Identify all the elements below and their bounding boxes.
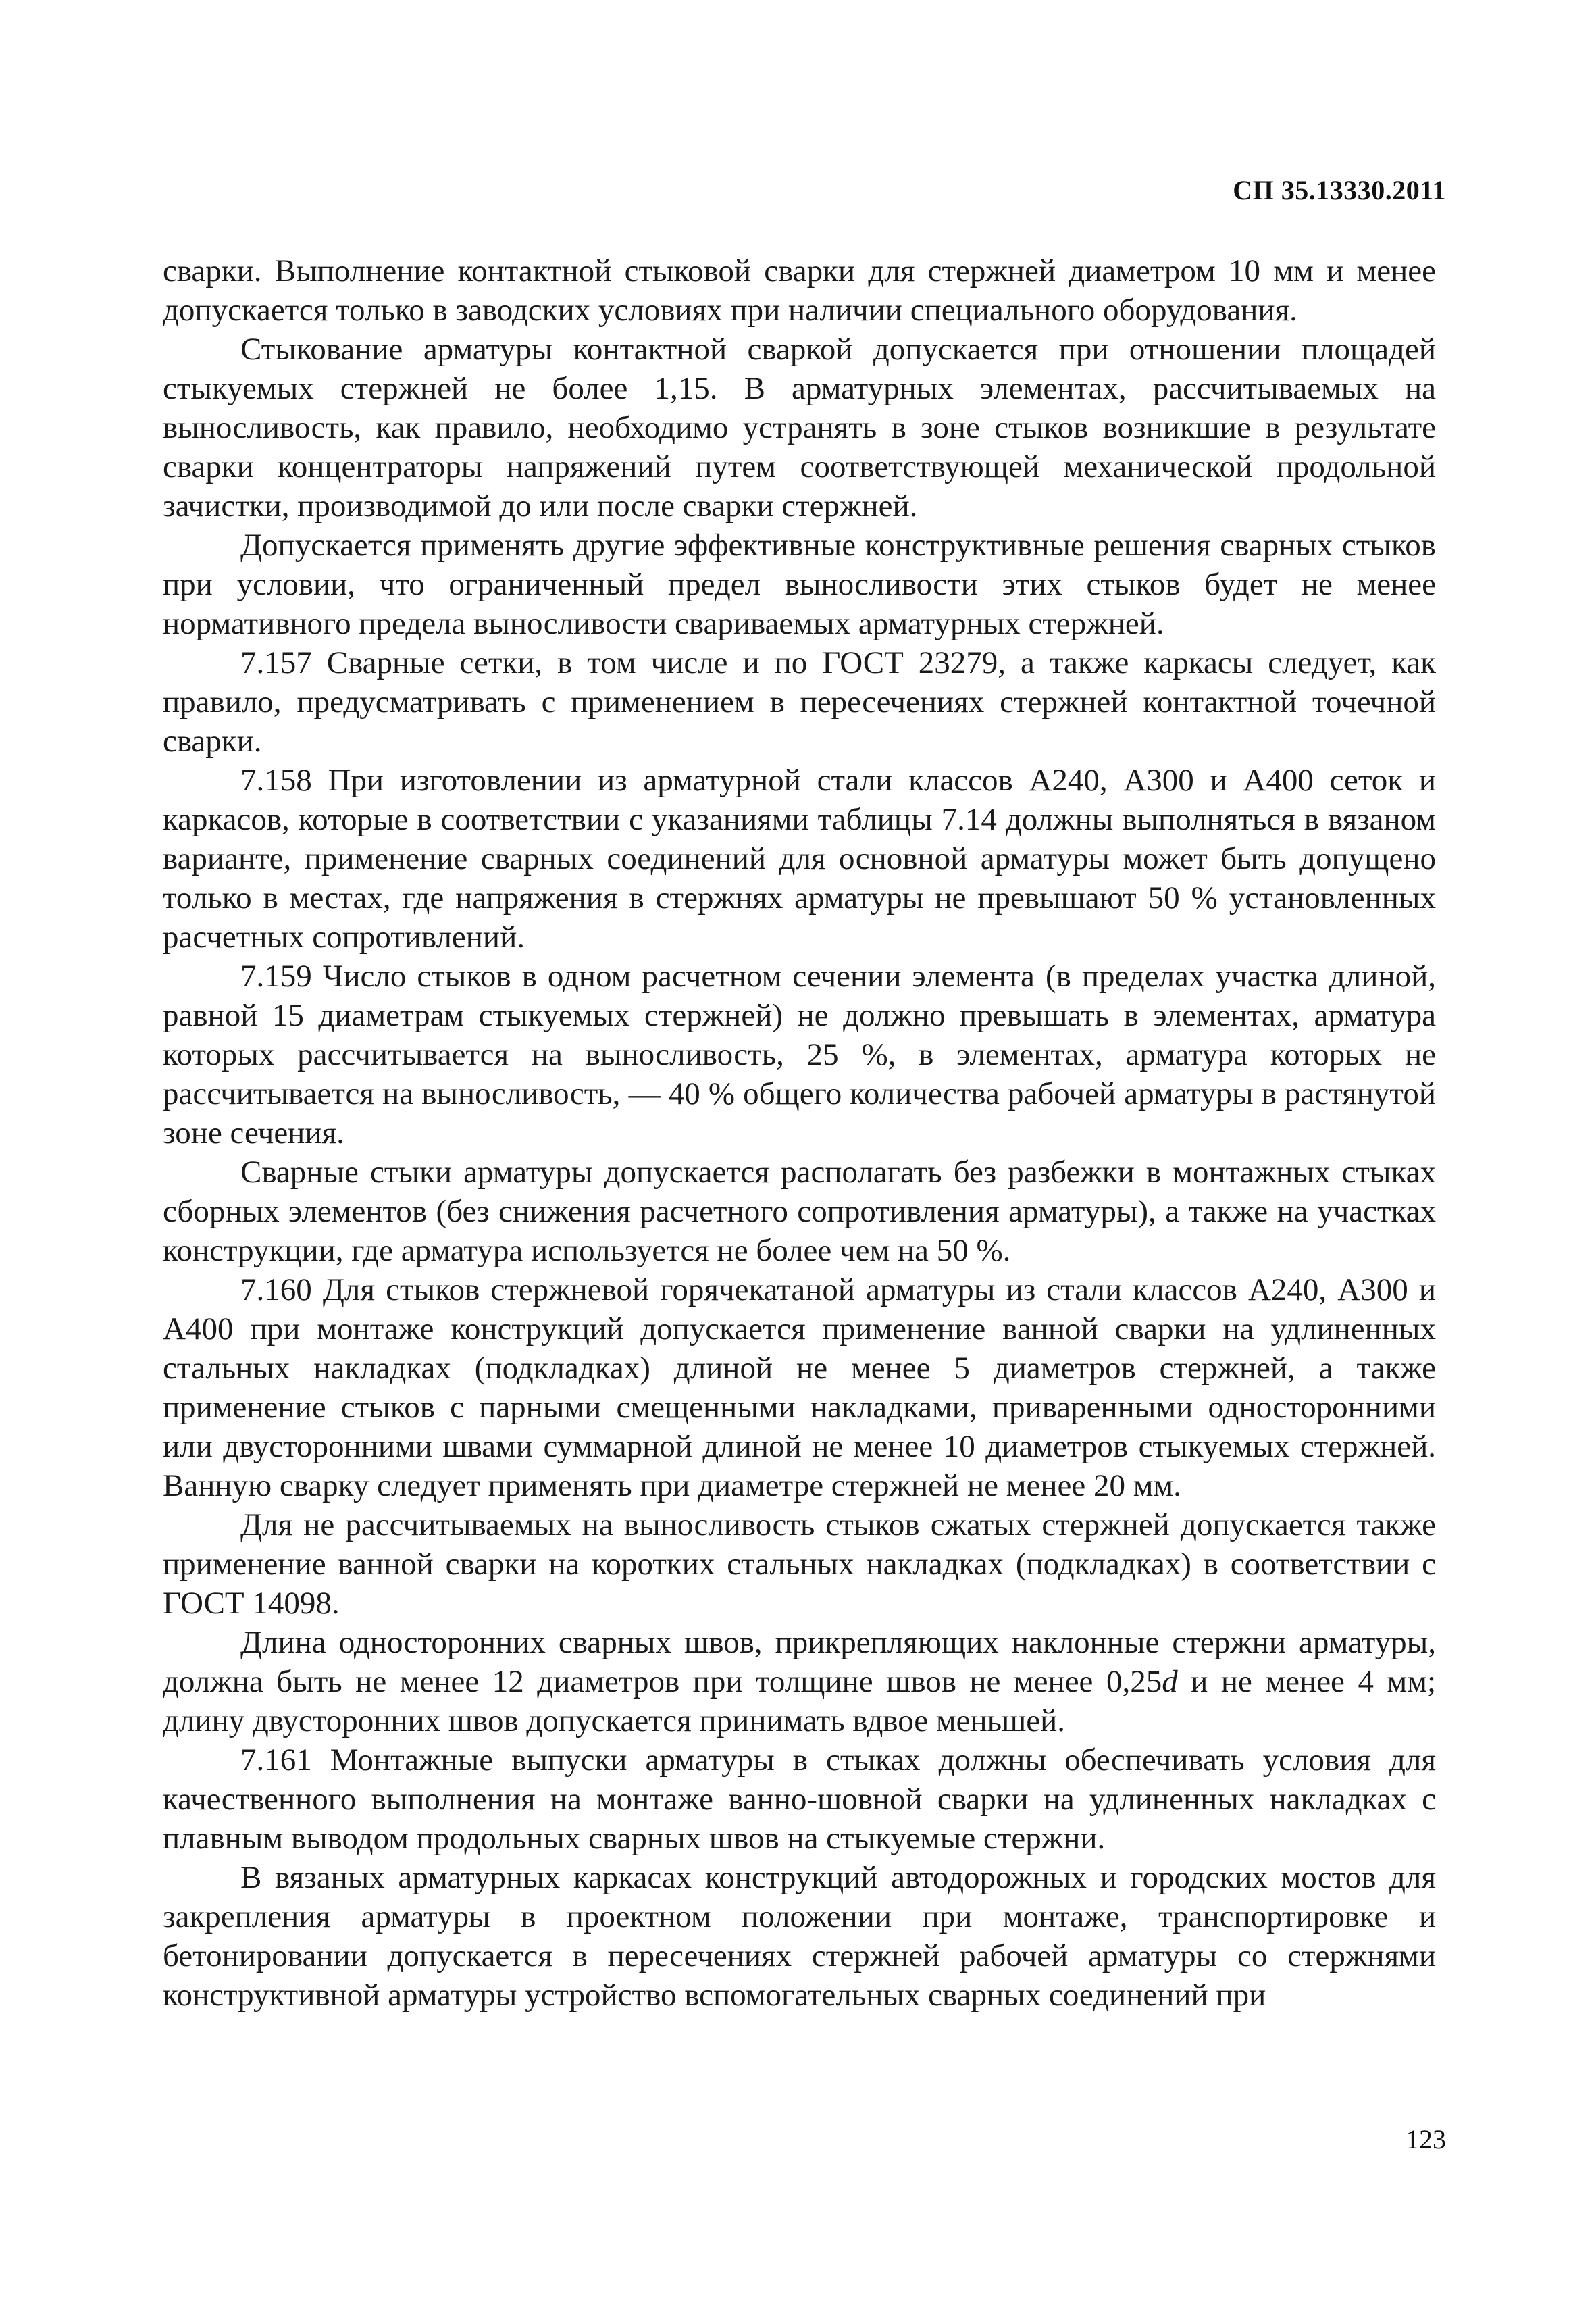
- paragraph: сварки. Выполнение контактной стыковой сварки для стержней диаметром 10 мм и менее допускается только в заводских условиях при наличии специального оборудования.: [163, 253, 1436, 328]
- paragraph: Длина односторонних сварных швов, прикрепляющих наклонные стержни арматуры, должна быть не менее 12 диаметров при толщине швов не менее 0,25d и не менее 4 мм; длину двусторонних швов допускается принимать вдвое меньшей.: [163, 1625, 1437, 1738]
- paragraph: Сварные стыки арматуры допускается располагать без разбежки в монтажных стыках сборных элементов (без снижения расчетного сопротивления арматуры), а также на участках конструкции, где арматура используется не более чем на 50 %.: [163, 1155, 1436, 1268]
- paragraph: 7.161 Монтажные выпуски арматуры в стыках должны обеспечивать условия для качественного выполнения на монтаже ванно-шовной сварки на удлиненных накладках с плавным выводом продольных сварных швов на стыкуемые стержни.: [163, 1742, 1436, 1856]
- paragraph: 7.159 Число стыков в одном расчетном сечении элемента (в пределах участка длиной, равной 15 диаметрам стыкуемых стержней) не должно превышать в элементах, арматура которых рассчитывается на выносливость, 25 %, в элементах, арматура которых не рассчитывается на выносливость, — 40 % общего количества рабочей арматуры в растянутой зоне сечения.: [163, 959, 1436, 1151]
- paragraph: 7.160 Для стыков стержневой горячекатаной арматуры из стали классов А240, А300 и А400 при монтаже конструкций допускается применение ванной сварки на удлиненных стальных накладках (подкладках) длиной не менее 5 диаметров стержней, а также применение стыков с парными смещенными накладками, приваренными односторонними или двусторонними швами суммарной длиной не менее 10 диаметров стыкуемых стержней. Ванную сварку следует применять при диаметре стержней не менее 20 мм.: [163, 1272, 1436, 1503]
- paragraph: 7.157 Сварные сетки, в том числе и по ГОСТ 23279, а также каркасы следует, как правило, предусматривать с применением в пересечениях стержней контактной точечной сварки.: [163, 645, 1436, 759]
- page-number: 123: [1406, 2124, 1446, 2155]
- paragraph: 7.158 При изготовлении из арматурной стали классов А240, А300 и А400 сеток и каркасов, которые в соответствии с указаниями таблицы 7.14 должны выполняться в вязаном варианте, применение сварных соединений для основной арматуры может быть допущено только в местах, где напряжения в стержнях арматуры не превышают 50 % установленных расчетных сопротивлений.: [163, 763, 1436, 955]
- paragraph: Стыкование арматуры контактной сваркой допускается при отношении площадей стыкуемых стержней не более 1,15. В арматурных элементах, рассчитываемых на выносливость, как правило, необходимо устранять в зоне стыков возникшие в результате сварки концентраторы напряжений путем соответствующей механической продольной зачистки, производимой до или после сварки стержней.: [163, 332, 1436, 524]
- paragraph: Допускается применять другие эффективные конструктивные решения сварных стыков при условии, что ограниченный предел выносливости этих стыков будет не менее нормативного предела выносливости свариваемых арматурных стержней.: [163, 528, 1436, 641]
- document-code: СП 35.13330.2011: [1233, 175, 1446, 205]
- body-text: [163, 251, 1436, 2015]
- paragraph: Для не рассчитываемых на выносливость стыков сжатых стержней допускается также применение ванной сварки на коротких стальных накладках (подкладках) в соответствии с ГОСТ 14098.: [163, 1507, 1436, 1621]
- paragraph: В вязаных арматурных каркасах конструкций автодорожных и городских мостов для закрепления арматуры в проектном положении при монтаже, транспортировке и бетонировании допускается в пересечениях стержней рабочей арматуры со стержнями конструктивной арматуры устройство вспомогательных сварных соединений при: [163, 1860, 1436, 2013]
